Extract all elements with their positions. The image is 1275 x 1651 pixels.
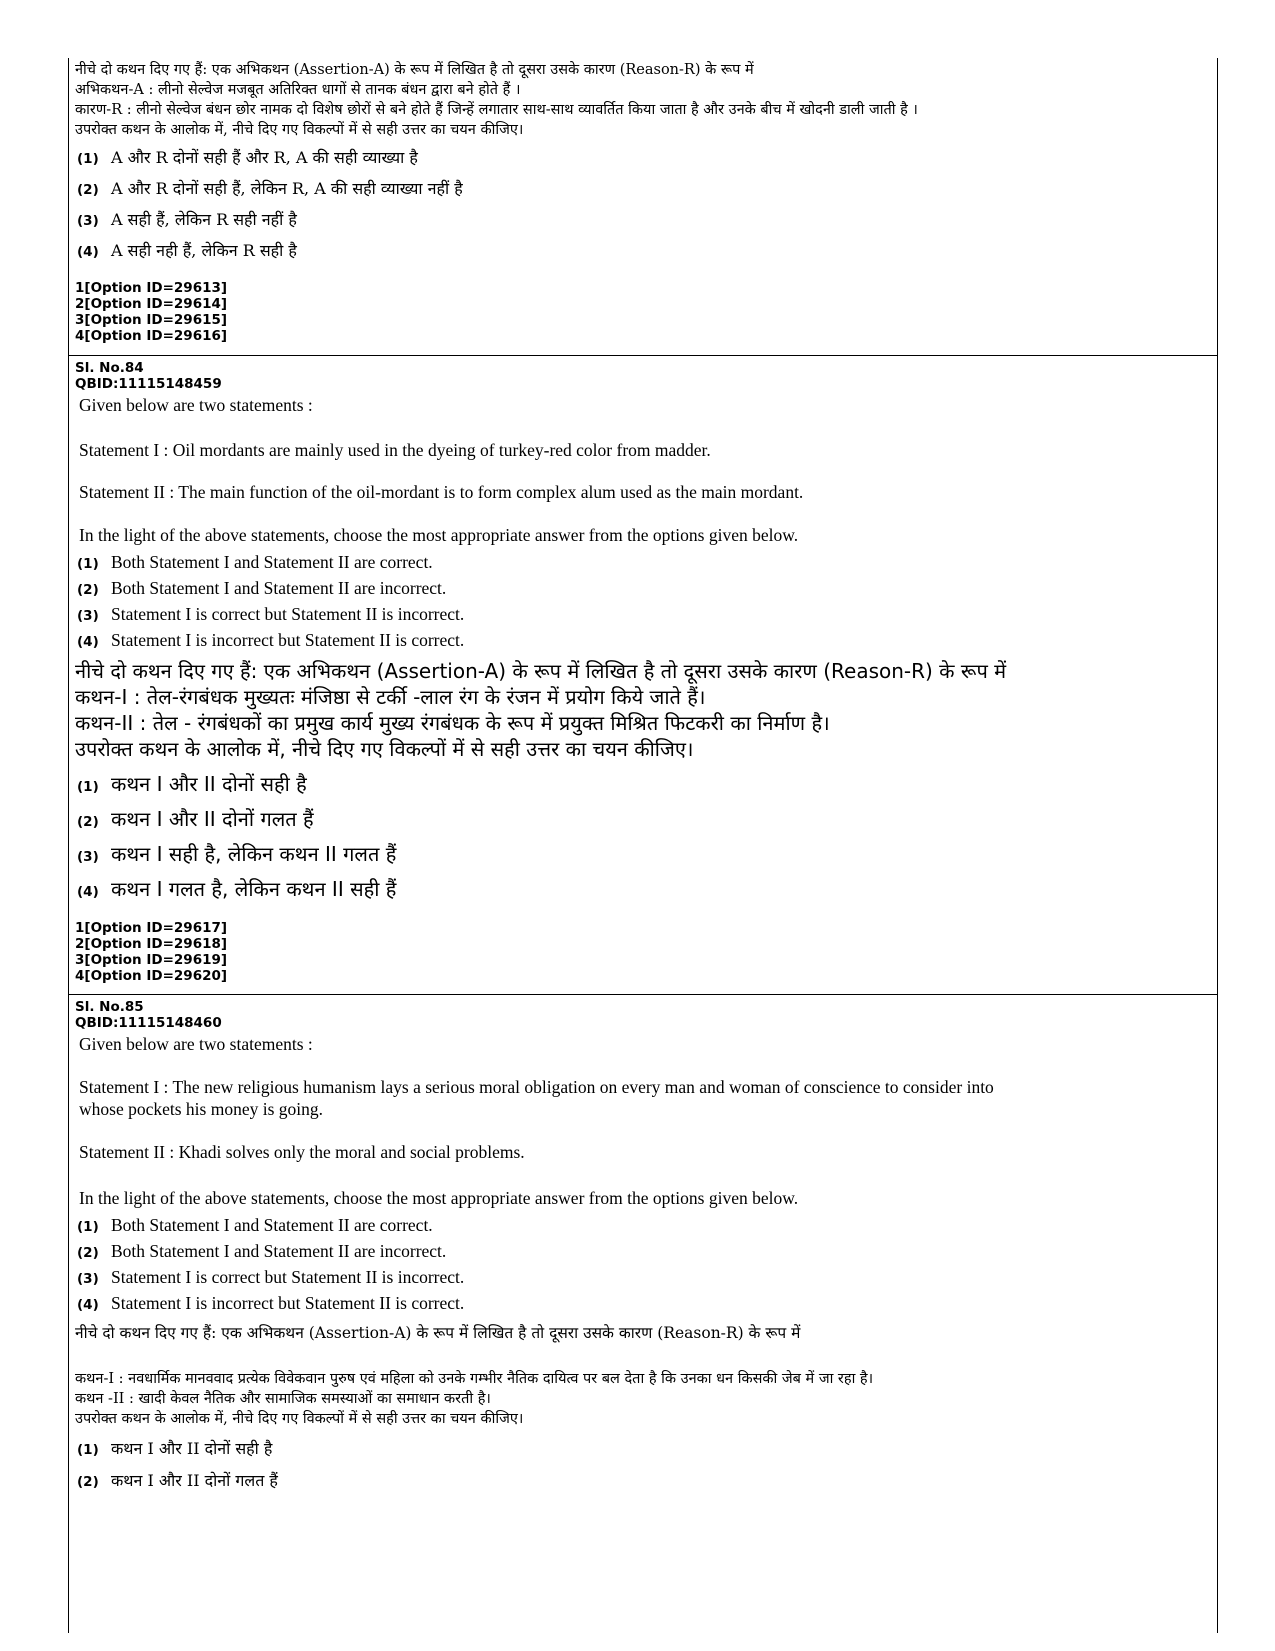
q84-qbid: QBID:11115148459 bbox=[75, 376, 222, 392]
option-number: (1) bbox=[77, 556, 99, 572]
option-text: Both Statement I and Statement II are correct. bbox=[111, 552, 433, 572]
option-item bbox=[75, 239, 1217, 270]
q84-serial-number: Sl. No.84 bbox=[75, 360, 144, 376]
q84-hindi-intro: नीचे दो कथन दिए गए हैं: एक अभिकथन (Assertion-A) के रूप में लिखित है तो दूसरा उसके कारण (Reason-R) के रूप में bbox=[75, 659, 1007, 683]
option-id: 2[Option ID=29614] bbox=[75, 296, 228, 312]
q84-options-english bbox=[75, 552, 1217, 656]
q85-statement-1-line-1: Statement I : The new religious humanism lays a serious moral obligation on every man and woman of conscience to consider into bbox=[79, 1077, 994, 1097]
option-number: (2) bbox=[77, 582, 99, 598]
option-item bbox=[75, 604, 1217, 630]
option-item bbox=[75, 1469, 1217, 1501]
option-text: Statement I is correct but Statement II is incorrect. bbox=[111, 1267, 465, 1287]
option-item bbox=[75, 805, 1217, 840]
option-number: (2) bbox=[77, 1245, 99, 1261]
q83-instruction: उपरोक्त कथन के आलोक में, नीचे दिए गए विकल्पों में से सही उत्तर का चयन कीजिए। bbox=[75, 122, 524, 138]
q85-hindi-statement-1: कथन-I : नवधार्मिक मानववाद प्रत्येक विवेकवान पुरुष एवं महिला को उनके गम्भीर नैतिक दायित्व पर बल देता है कि उनका धन किसकी जेब में जा रहा है। bbox=[75, 1371, 874, 1387]
question-85-block bbox=[69, 995, 1217, 1633]
option-text: Both Statement I and Statement II are incorrect. bbox=[111, 578, 447, 598]
option-text: Both Statement I and Statement II are correct. bbox=[111, 1215, 433, 1235]
q85-hindi-statement-2: कथन -II : खादी केवल नैतिक और सामाजिक समस्याओं का समाधान करती है। bbox=[75, 1391, 491, 1407]
q83-options bbox=[75, 146, 1217, 270]
option-number: (3) bbox=[77, 608, 99, 624]
q85-statement-1-line-2: whose pockets his money is going. bbox=[79, 1099, 324, 1119]
option-id: 1[Option ID=29617] bbox=[75, 920, 228, 936]
option-item bbox=[75, 578, 1217, 604]
option-number: (2) bbox=[77, 182, 99, 198]
option-number: (4) bbox=[77, 634, 99, 650]
q83-intro: नीचे दो कथन दिए गए हैं: एक अभिकथन (Assertion-A) के रूप में लिखित है तो दूसरा उसके कारण (Reason-R) के रूप में bbox=[75, 62, 754, 78]
q83-assertion: अभिकथन-A : लीनो सेल्वेज मजबूत अतिरिक्त धागों से तानक बंधन द्वारा बने होते हैं । bbox=[75, 82, 521, 98]
option-text: कथन I सही है, लेकिन कथन II गलत हैं bbox=[111, 842, 397, 866]
question-84-block bbox=[69, 356, 1217, 995]
q84-hindi-statement-1: कथन-I : तेल-रंगबंधक मुख्यतः मंजिष्ठा से टर्की -लाल रंग के रंजन में प्रयोग किये जाते हैं। bbox=[75, 685, 706, 709]
q85-hindi-intro: नीचे दो कथन दिए गए हैं: एक अभिकथन (Assertion-A) के रूप में लिखित है तो दूसरा उसके कारण (Reason-R) के रूप में bbox=[75, 1324, 801, 1342]
option-id: 4[Option ID=29620] bbox=[75, 968, 228, 984]
q85-statement-2: Statement II : Khadi solves only the moral and social problems. bbox=[79, 1142, 525, 1162]
option-text: Statement I is correct but Statement II is incorrect. bbox=[111, 604, 465, 624]
option-text: कथन I गलत है, लेकिन कथन II सही हैं bbox=[111, 877, 397, 901]
option-text: Statement I is incorrect but Statement II is correct. bbox=[111, 630, 465, 650]
option-item bbox=[75, 1437, 1217, 1469]
option-text: Both Statement I and Statement II are incorrect. bbox=[111, 1241, 447, 1261]
q85-options-english bbox=[75, 1215, 1217, 1319]
q84-hindi-statement-2: कथन-II : तेल - रंगबंधकों का प्रमुख कार्य मुख्य रंगबंधक के रूप में प्रयुक्त मिश्रित फिटकरी का निर्माण है। bbox=[75, 711, 830, 735]
option-id: 3[Option ID=29615] bbox=[75, 312, 228, 328]
q85-options-hindi bbox=[75, 1437, 1217, 1501]
question-83-block bbox=[69, 58, 1217, 356]
q84-instruction: In the light of the above statements, choose the most appropriate answer from the options given below. bbox=[79, 525, 799, 545]
option-id: 4[Option ID=29616] bbox=[75, 328, 228, 344]
option-item bbox=[75, 552, 1217, 578]
q85-given: Given below are two statements : bbox=[79, 1034, 313, 1054]
option-number: (1) bbox=[77, 151, 99, 167]
option-number: (4) bbox=[77, 1297, 99, 1313]
q84-given: Given below are two statements : bbox=[79, 395, 313, 415]
option-item bbox=[75, 630, 1217, 656]
option-number: (1) bbox=[77, 1219, 99, 1235]
q84-statement-1: Statement I : Oil mordants are mainly used in the dyeing of turkey-red color from madder. bbox=[79, 440, 711, 460]
option-text: कथन I और II दोनों सही है bbox=[111, 772, 307, 796]
q84-hindi-instruction: उपरोक्त कथन के आलोक में, नीचे दिए गए विकल्पों में से सही उत्तर का चयन कीजिए। bbox=[75, 737, 694, 761]
q85-qbid: QBID:11115148460 bbox=[75, 1015, 222, 1031]
option-number: (4) bbox=[77, 884, 99, 900]
option-text: A और R दोनों सही हैं और R, A की सही व्याख्या है bbox=[111, 148, 418, 167]
option-item bbox=[75, 146, 1217, 177]
option-number: (3) bbox=[77, 849, 99, 865]
option-item bbox=[75, 1215, 1217, 1241]
option-text: A सही नही हैं, लेकिन R सही है bbox=[111, 241, 297, 260]
option-number: (3) bbox=[77, 1271, 99, 1287]
q85-hindi-instruction: उपरोक्त कथन के आलोक में, नीचे दिए गए विकल्पों में से सही उत्तर का चयन कीजिए। bbox=[75, 1411, 524, 1427]
q84-options-hindi bbox=[75, 770, 1217, 910]
option-number: (3) bbox=[77, 213, 99, 229]
option-number: (2) bbox=[77, 1474, 99, 1490]
option-item bbox=[75, 208, 1217, 239]
option-text: कथन I और II दोनों सही है bbox=[111, 1439, 273, 1458]
question-paper-frame bbox=[68, 58, 1218, 1633]
option-text: A और R दोनों सही हैं, लेकिन R, A की सही व्याख्या नहीं है bbox=[111, 179, 463, 198]
option-number: (1) bbox=[77, 1442, 99, 1458]
option-item bbox=[75, 770, 1217, 805]
q84-statement-2: Statement II : The main function of the oil-mordant is to form complex alum used as the main mordant. bbox=[79, 482, 804, 502]
option-item bbox=[75, 177, 1217, 208]
option-item bbox=[75, 840, 1217, 875]
option-number: (2) bbox=[77, 814, 99, 830]
q83-option-ids bbox=[75, 280, 1217, 344]
option-text: Statement I is incorrect but Statement II is correct. bbox=[111, 1293, 465, 1313]
option-text: कथन I और II दोनों गलत हैं bbox=[111, 1471, 278, 1490]
option-number: (4) bbox=[77, 244, 99, 260]
option-id: 3[Option ID=29619] bbox=[75, 952, 228, 968]
q85-serial-number: Sl. No.85 bbox=[75, 999, 144, 1015]
option-item bbox=[75, 1293, 1217, 1319]
option-text: A सही हैं, लेकिन R सही नहीं है bbox=[111, 210, 297, 229]
option-id: 1[Option ID=29613] bbox=[75, 280, 228, 296]
option-item bbox=[75, 1241, 1217, 1267]
q85-instruction: In the light of the above statements, choose the most appropriate answer from the options given below. bbox=[79, 1188, 799, 1208]
q83-reason: कारण-R : लीनो सेल्वेज बंधन छोर नामक दो विशेष छोरों से बने होते हैं जिन्हें लगातार साथ-साथ व्यावर्तित किया जाता है और उनके बीच में खोदनी डाली जाती है । bbox=[75, 102, 918, 118]
option-item bbox=[75, 875, 1217, 910]
q84-option-ids bbox=[75, 920, 1217, 984]
option-number: (1) bbox=[77, 779, 99, 795]
option-item bbox=[75, 1267, 1217, 1293]
option-text: कथन I और II दोनों गलत हैं bbox=[111, 807, 314, 831]
option-id: 2[Option ID=29618] bbox=[75, 936, 228, 952]
